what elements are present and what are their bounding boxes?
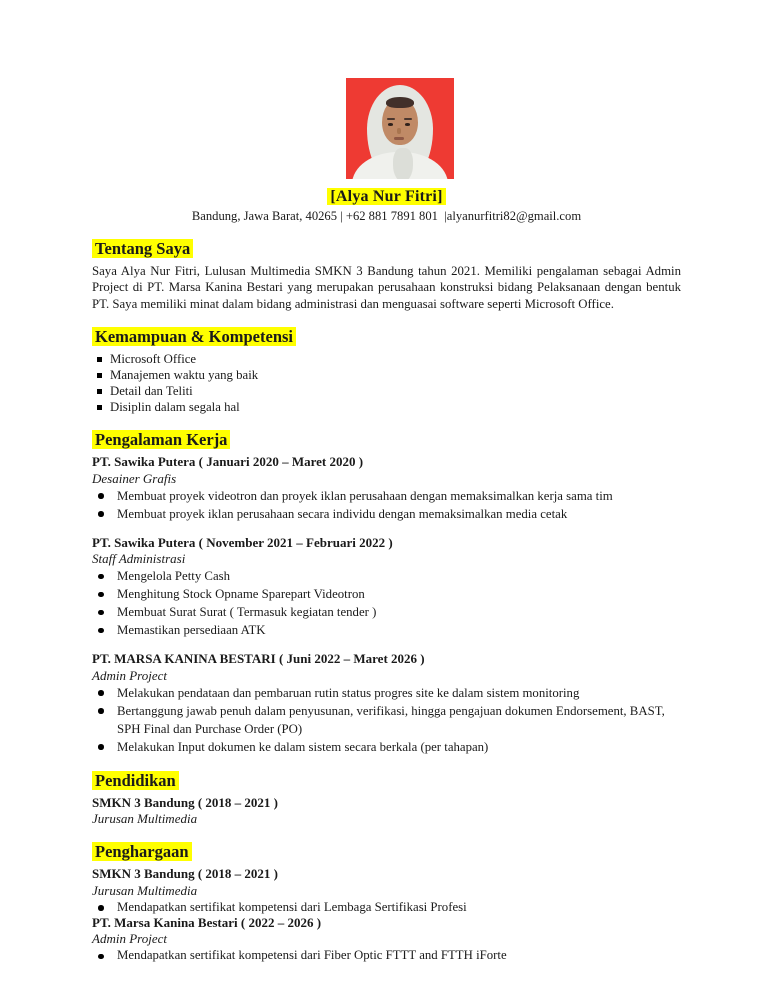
job-bullet-text: Membuat proyek videotron dan proyek iklan perusahaan dengan memaksimalkan kerja sama tim bbox=[117, 488, 613, 503]
award-bullet-text: Mendapatkan sertifikat kompetensi dari Lembaga Sertifikasi Profesi bbox=[117, 899, 467, 914]
bullet-dot-icon bbox=[92, 487, 117, 505]
job-role: Staff Administrasi bbox=[92, 551, 186, 567]
bullet-square-icon bbox=[92, 383, 110, 399]
bullet-square-icon bbox=[92, 399, 110, 415]
skill-label: Manajemen waktu yang baik bbox=[110, 368, 259, 383]
award-role: Admin Project bbox=[92, 931, 167, 947]
profile-photo bbox=[346, 78, 454, 179]
job-entry bbox=[92, 651, 681, 756]
awards-heading-highlight: Penghargaan bbox=[92, 842, 192, 861]
job-bullet-text: Membuat Surat Surat ( Termasuk kegiatan tender ) bbox=[117, 605, 377, 620]
job-bullet bbox=[92, 684, 681, 702]
award-bullet bbox=[92, 947, 681, 963]
education-major: Jurusan Multimedia bbox=[92, 811, 198, 827]
bullet-dot-icon bbox=[92, 621, 117, 639]
award-bullet bbox=[92, 899, 681, 915]
award-role: Jurusan Multimedia bbox=[92, 882, 198, 898]
award-entry bbox=[92, 915, 681, 964]
bullet-dot-icon bbox=[92, 702, 117, 738]
photo-nose bbox=[397, 128, 401, 134]
job-bullet bbox=[92, 567, 681, 585]
contact-line: Bandung, Jawa Barat, 40265 | +62 881 7891 801 |alyanurfitri82@gmail.com bbox=[191, 209, 582, 223]
job-bullet bbox=[92, 585, 681, 603]
photo-mouth bbox=[394, 137, 404, 140]
skills-heading-highlight: Kemampuan & Kompetensi bbox=[92, 327, 296, 346]
bullet-dot-icon bbox=[92, 684, 117, 702]
job-bullet-text: Melakukan Input dokumen ke dalam sistem secara berkala (per tahapan) bbox=[117, 739, 489, 754]
award-org: SMKN 3 Bandung ( 2018 – 2021 ) bbox=[92, 866, 278, 882]
job-bullet-text: Bertanggung jawab penuh dalam penyusunan, verifikasi, hingga pengajuan dokumen Endorsement, BAST, SPH Final dan Purchase Order (PO) bbox=[117, 703, 665, 736]
job-bullet bbox=[92, 505, 681, 523]
skill-item bbox=[92, 351, 681, 367]
photo-eyebrow-right bbox=[404, 118, 412, 120]
job-bullet bbox=[92, 603, 681, 621]
photo-eyebrow-left bbox=[387, 118, 395, 120]
job-bullet-text: Mengelola Petty Cash bbox=[117, 569, 231, 584]
skill-label: Detail dan Teliti bbox=[110, 384, 193, 399]
bullet-dot-icon bbox=[92, 738, 117, 756]
resume-header bbox=[92, 78, 681, 224]
job-company: PT. Sawika Putera ( Januari 2020 – Maret 2020 ) bbox=[92, 454, 364, 470]
job-entry bbox=[92, 454, 681, 523]
job-bullet-text: Memastikan persediaan ATK bbox=[117, 623, 266, 638]
bullet-square-icon bbox=[92, 351, 110, 367]
job-bullet-text: Membuat proyek iklan perusahaan secara individu dengan memaksimalkan media cetak bbox=[117, 506, 568, 521]
section-awards bbox=[92, 841, 681, 963]
about-heading bbox=[92, 238, 681, 260]
job-bullet bbox=[92, 487, 681, 505]
job-bullet-text: Melakukan pendataan dan pembaruan rutin status progres site ke dalam sistem monitoring bbox=[117, 685, 580, 700]
experience-heading-highlight: Pengalaman Kerja bbox=[92, 430, 230, 449]
education-heading bbox=[92, 770, 681, 792]
job-bullet bbox=[92, 621, 681, 639]
awards-heading bbox=[92, 841, 681, 863]
section-education bbox=[92, 770, 681, 828]
bullet-dot-icon bbox=[92, 505, 117, 523]
job-bullet bbox=[92, 702, 681, 738]
bullet-dot-icon bbox=[92, 603, 117, 621]
about-paragraph: Saya Alya Nur Fitri, Lulusan Multimedia SMKN 3 Bandung tahun 2021. Memiliki pengalaman sebagai Admin Project di PT. Marsa Kanina Bestari yang merupakan perusahaan konstruksi bidang Pelaksanaan dengan bentuk PT. Saya memiliki minat dalam bidang administrasi dan menguasai software seperti Microsoft Office. bbox=[92, 264, 681, 311]
skills-list bbox=[92, 351, 681, 415]
bullet-dot-icon bbox=[92, 899, 117, 915]
job-bullet bbox=[92, 738, 681, 756]
bullet-dot-icon bbox=[92, 947, 117, 963]
experience-heading bbox=[92, 429, 681, 451]
about-heading-highlight: Tentang Saya bbox=[92, 239, 193, 258]
award-org: PT. Marsa Kanina Bestari ( 2022 – 2026 ) bbox=[92, 914, 322, 930]
skill-label: Disiplin dalam segala hal bbox=[110, 400, 240, 415]
award-bullet-text: Mendapatkan sertifikat kompetensi dari Fiber Optic FTTT and FTTH iForte bbox=[117, 948, 507, 963]
section-about bbox=[92, 238, 681, 312]
education-heading-highlight: Pendidikan bbox=[92, 771, 179, 790]
skill-item bbox=[92, 399, 681, 415]
section-experience bbox=[92, 429, 681, 756]
job-bullet-text: Menghitung Stock Opname Sparepart Videotron bbox=[117, 587, 365, 602]
job-company: PT. MARSA KANINA BESTARI ( Juni 2022 – Maret 2026 ) bbox=[92, 651, 425, 667]
job-entry bbox=[92, 535, 681, 640]
photo-eye-right bbox=[405, 123, 410, 126]
skill-item bbox=[92, 367, 681, 383]
bullet-dot-icon bbox=[92, 567, 117, 585]
award-entry bbox=[92, 866, 681, 915]
candidate-name-highlight: [Alya Nur Fitri] bbox=[327, 188, 445, 205]
bullet-square-icon bbox=[92, 367, 110, 383]
skills-heading bbox=[92, 326, 681, 348]
education-school: SMKN 3 Bandung ( 2018 – 2021 ) bbox=[92, 794, 278, 810]
skill-item bbox=[92, 383, 681, 399]
photo-hijab-tail-shape bbox=[393, 148, 413, 179]
job-role: Admin Project bbox=[92, 667, 167, 683]
bullet-dot-icon bbox=[92, 585, 117, 603]
job-role: Desainer Grafis bbox=[92, 470, 177, 486]
skill-label: Microsoft Office bbox=[110, 352, 197, 367]
photo-hair-shape bbox=[386, 97, 414, 108]
job-company: PT. Sawika Putera ( November 2021 – Februari 2022 ) bbox=[92, 534, 393, 550]
candidate-name bbox=[92, 186, 681, 207]
section-skills bbox=[92, 326, 681, 415]
photo-eye-left bbox=[388, 123, 393, 126]
